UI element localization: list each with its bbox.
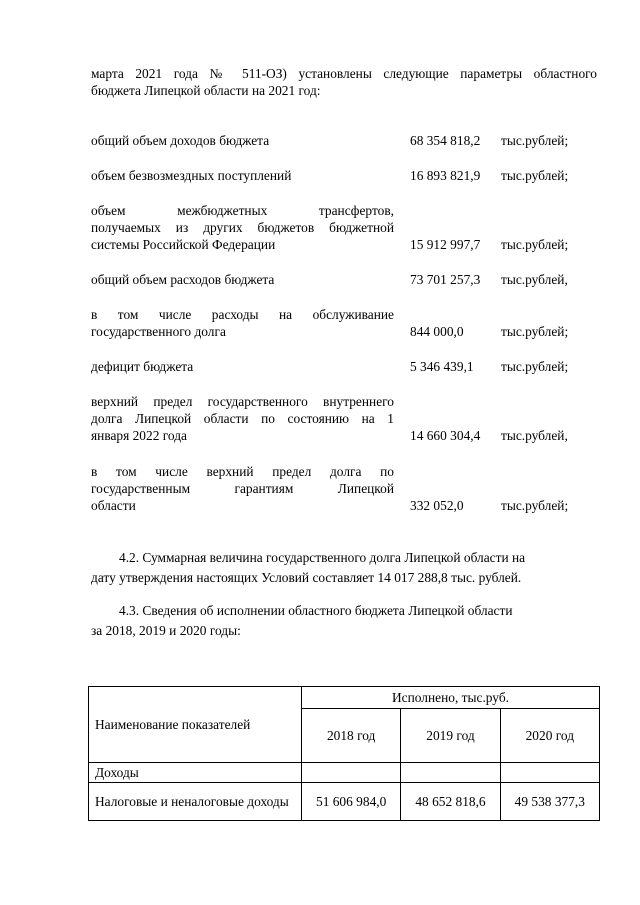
header-year-2019: 2019 год xyxy=(401,709,500,763)
param-unit: тыс.рублей; xyxy=(501,168,569,183)
param-label xyxy=(91,271,394,288)
cell-value xyxy=(500,763,599,783)
param-text: области xyxy=(91,498,136,513)
intro-line-1: марта 2021 года № 511-ОЗ) установлены следующие параметры областного xyxy=(91,66,597,81)
param-unit: тыс.рублей; xyxy=(501,359,569,374)
param-text: объем межбюджетных трансфертов, xyxy=(91,203,394,218)
param-text: государственного долга xyxy=(91,324,226,339)
header-year-2020: 2020 год xyxy=(500,709,599,763)
intro-paragraph xyxy=(91,65,597,99)
cell-value xyxy=(302,763,401,783)
param-text: объем безвозмездных поступлений xyxy=(91,168,292,183)
table-header-row xyxy=(89,687,600,709)
paragraph-4-2-line-1: 4.2. Суммарная величина государственного долга Липецкой области на xyxy=(119,550,526,565)
paragraph-4-3-line-1: 4.3. Сведения об исполнении областного бюджета Липецкой области xyxy=(119,603,513,618)
param-label xyxy=(91,167,394,184)
param-value: 73 701 257,3 xyxy=(410,272,481,287)
param-text: государственным гарантиям Липецкой xyxy=(91,481,394,496)
param-value: 16 893 821,9 xyxy=(410,168,481,183)
param-text: получаемых из других бюджетов бюджетной xyxy=(91,220,394,235)
paragraph-4-2 xyxy=(91,548,601,588)
paragraph-4-3-line-2: за 2018, 2019 и 2020 годы: xyxy=(91,623,241,638)
param-label xyxy=(91,358,394,375)
param-text: в том числе расходы на обслуживание xyxy=(91,307,394,322)
param-value: 15 912 997,7 xyxy=(410,237,481,252)
table-row xyxy=(89,783,600,821)
param-label xyxy=(91,202,394,253)
param-text: в том числе верхний предел долга по xyxy=(91,464,394,479)
param-label xyxy=(91,132,394,149)
param-unit: тыс.рублей; xyxy=(501,498,569,513)
param-value: 332 052,0 xyxy=(410,498,464,513)
header-year-2018: 2018 год xyxy=(302,709,401,763)
cell-value: 49 538 377,3 xyxy=(500,783,599,821)
header-executed-group: Исполнено, тыс.руб. xyxy=(302,687,600,709)
param-label xyxy=(91,306,394,340)
param-unit: тыс.рублей; xyxy=(501,324,569,339)
param-unit: тыс.рублей, xyxy=(501,428,568,443)
cell-value xyxy=(401,763,500,783)
intro-line-2: бюджета Липецкой области на 2021 год: xyxy=(91,83,321,98)
param-text: общий объем расходов бюджета xyxy=(91,272,275,287)
cell-value: 48 652 818,6 xyxy=(401,783,500,821)
param-text: долга Липецкой области по состоянию на 1 xyxy=(91,411,394,426)
param-text: системы Российской Федерации xyxy=(91,237,276,252)
param-text: верхний предел государственного внутреннего xyxy=(91,394,394,409)
param-unit: тыс.рублей; xyxy=(501,237,569,252)
param-text: общий объем доходов бюджета xyxy=(91,133,270,148)
cell-value: 51 606 984,0 xyxy=(302,783,401,821)
param-value: 68 354 818,2 xyxy=(410,133,481,148)
paragraph-4-2-line-2: дату утверждения настоящих Условий составляет 14 017 288,8 тыс. рублей. xyxy=(91,570,522,585)
row-name: Налоговые и неналоговые доходы xyxy=(89,783,302,821)
table-row xyxy=(89,763,600,783)
param-label xyxy=(91,463,394,514)
param-unit: тыс.рублей; xyxy=(501,133,569,148)
param-value: 844 000,0 xyxy=(410,324,464,339)
budget-execution-table xyxy=(88,686,600,821)
header-indicator-name: Наименование показателей xyxy=(89,687,302,763)
param-unit: тыс.рублей, xyxy=(501,272,568,287)
param-label xyxy=(91,393,394,444)
paragraph-4-3 xyxy=(91,601,601,641)
param-text: января 2022 года xyxy=(91,428,187,443)
param-value: 5 346 439,1 xyxy=(410,359,474,374)
param-value: 14 660 304,4 xyxy=(410,428,481,443)
param-text: дефицит бюджета xyxy=(91,359,194,374)
row-name: Доходы xyxy=(89,763,302,783)
